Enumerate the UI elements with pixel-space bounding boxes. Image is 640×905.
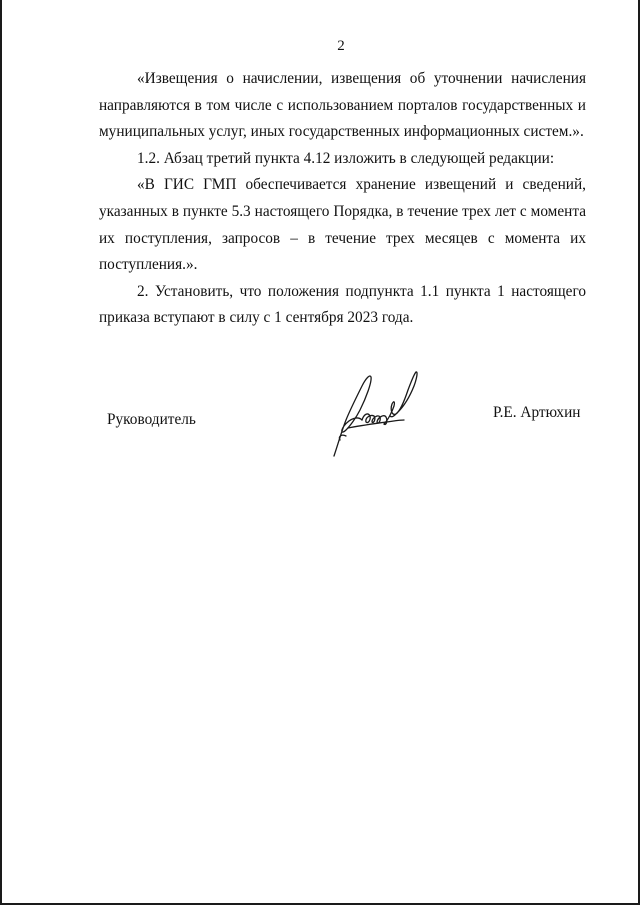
- signatory-role: Руководитель: [107, 411, 196, 428]
- paragraph-notice-delivery: «Извещения о начислении, извещения об уточнении начисления направляются в том числе с использованием порталов государственных и муниципальных услуг, иных государственных информационных систем.».: [99, 70, 586, 141]
- signature-icon: [328, 364, 424, 460]
- paragraph-effective-date: 2. Установить, что положения подпункта 1.1 пункта 1 настоящего приказа вступают в силу с 1 сентября 2023 года.: [99, 282, 586, 327]
- paragraph-amendment-1-2: 1.2. Абзац третий пункта 4.12 изложить в следующей редакции:: [137, 149, 555, 167]
- document-body: [99, 66, 586, 332]
- handwritten-signature-image: [328, 364, 424, 460]
- page-number: 2: [337, 38, 345, 54]
- signatory-name: Р.Е. Артюхин: [493, 404, 581, 421]
- paragraph-storage-terms: «В ГИС ГМП обеспечивается хранение извещений и сведений, указанных в пункте 5.3 настоящего Порядка, в течение трех лет с момента их поступления, запросов – в течение трех месяцев с момента их поступления.».: [99, 176, 586, 274]
